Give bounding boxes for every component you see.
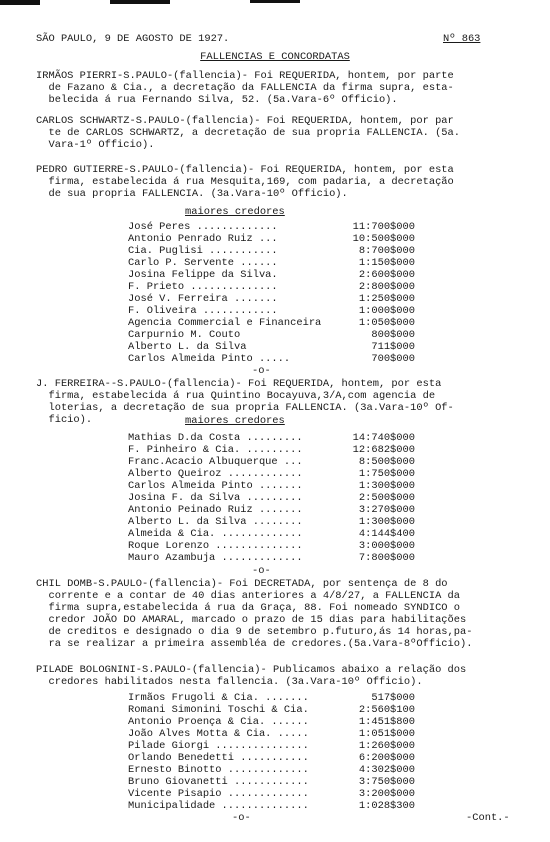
creditor-name: Mathias D.da Costa ......... — [128, 432, 303, 444]
section-chil-domb-line-1: CHIL DOMB-S.PAULO-(fallencia)- Foi DECRETADA, por sentença de 8 do — [36, 578, 448, 590]
section-j-ferreira-line-1: J. FERREIRA--S.PAULO-(fallencia)- Foi REQUERIDA, hontem, por esta — [36, 378, 442, 390]
creditor-name: Carlos Almeida Pinto ..... — [128, 353, 291, 365]
creditor-amount: 1:050$000 — [358, 317, 415, 329]
section-j-ferreira-line-4: ficio). — [36, 414, 93, 426]
section-chil-domb-line-6: ra se realizar a primeira assembléa de credores.(5a.Vara-8ºOfficio). — [36, 638, 473, 650]
creditor-amount: 1:260$000 — [358, 740, 415, 752]
creditor-name: João Alves Motta & Cia. ..... — [128, 728, 309, 740]
creditors-heading: maiores credores — [185, 415, 285, 427]
creditor-name: Orlando Benedetti ........... — [128, 752, 309, 764]
creditor-name: Agencia Commercial e Financeira — [128, 317, 322, 329]
creditor-name: Antonio Proença & Cia. ...... — [128, 716, 309, 728]
creditor-amount: 10:500$000 — [352, 233, 415, 245]
section-j-ferreira-line-2: firma, estabelecida á rua Quintino Bocayuva,3/A,com agencia de — [36, 390, 436, 402]
creditor-name: Carlos Almeida Pinto ....... — [128, 480, 303, 492]
section-pedro-gutierre-line-1: PEDRO GUTIERRE-S.PAULO-(fallencia)- Foi REQUERIDA, hontem, por esta — [36, 164, 454, 176]
creditor-amount: 3:750$000 — [358, 776, 415, 788]
creditor-name: Ernesto Binotto ............. — [128, 764, 309, 776]
creditor-name: José Peres ............. — [128, 221, 278, 233]
creditor-name: Alberto Queiroz ............ — [128, 468, 303, 480]
creditor-name: Municipalidade .............. — [128, 800, 309, 812]
creditor-amount: 2:500$000 — [358, 492, 415, 504]
creditor-name: Cia. Puglisi ........... — [128, 245, 278, 257]
creditor-name: Antonio Peinado Ruiz ....... — [128, 504, 303, 516]
creditor-amount: 517$000 — [371, 692, 415, 704]
document-number: Nº 863 — [443, 33, 481, 45]
section-carlos-schwartz-line-3: Vara-1º Officio). — [36, 139, 155, 151]
creditor-name: Vicente Pisapio ............. — [128, 788, 309, 800]
continued-marker: -Cont.- — [466, 812, 510, 824]
creditor-amount: 4:302$000 — [358, 764, 415, 776]
creditor-amount: 1:250$000 — [358, 293, 415, 305]
creditor-amount: 1:150$000 — [358, 257, 415, 269]
section-irmaos-pierri-line-1: IRMÃOS PIERRI-S.PAULO-(fallencia)- Foi REQUERIDA, hontem, por parte — [36, 70, 454, 82]
separator: -o- — [252, 365, 271, 377]
creditor-name: Carpurnio M. Couto — [128, 329, 241, 341]
creditor-name: Carlo P. Servente ...... — [128, 257, 278, 269]
dateline: SÃO PAULO, 9 DE AGOSTO DE 1927. — [36, 33, 230, 45]
section-chil-domb-line-3: firma supra,estabelecida á rua da Graça, 88. Foi nomeado SYNDICO o — [36, 602, 461, 614]
creditor-amount: 6:200$000 — [358, 752, 415, 764]
creditor-amount: 700$000 — [371, 353, 415, 365]
creditor-name: Bruno Giovanetti ............ — [128, 776, 309, 788]
creditor-amount: 1:028$300 — [358, 800, 415, 812]
creditor-name: Irmãos Frugoli & Cia. ....... — [128, 692, 309, 704]
creditor-name: F. Oliveira ............ — [128, 305, 278, 317]
creditor-amount: 4:144$400 — [358, 528, 415, 540]
creditor-amount: 711$000 — [371, 341, 415, 353]
scan-edge-mark — [0, 0, 40, 5]
creditor-amount: 1:750$000 — [358, 468, 415, 480]
section-carlos-schwartz-line-2: te de CARLOS SCHWARTZ, a decretação de sua propria FALLENCIA. (5a. — [36, 127, 461, 139]
section-chil-domb-line-4: credor JOÃO DO AMARAL, marcado o prazo de 15 dias para habilitações — [36, 614, 467, 626]
separator: -o- — [232, 812, 251, 824]
section-chil-domb-line-2: corrente e a contar de 40 dias anteriores a 4/8/27, a FALLENCIA da — [36, 590, 461, 602]
creditor-amount: 2:800$000 — [358, 281, 415, 293]
creditor-name: Almeida & Cia. ............. — [128, 528, 303, 540]
section-j-ferreira-line-3: loterias, a decretação de sua propria FALLENCIA. (3a.Vara-10º Of- — [36, 402, 454, 414]
creditor-amount: 1:451$800 — [358, 716, 415, 728]
section-pedro-gutierre-line-3: de sua propria FALLENCIA. (3a.Vara-10º Officio). — [36, 188, 348, 200]
scan-edge-mark — [110, 0, 170, 4]
section-carlos-schwartz-line-1: CARLOS SCHWARTZ-S.PAULO-(fallencia)- Foi REQUERIDA, hontem, por par — [36, 115, 454, 127]
creditor-amount: 3:200$000 — [358, 788, 415, 800]
creditor-amount: 8:500$000 — [358, 456, 415, 468]
creditor-name: Josina Felippe da Silva. — [128, 269, 278, 281]
creditors-heading: maiores credores — [185, 206, 285, 218]
creditor-name: Franc.Acacio Albuquerque ... — [128, 456, 303, 468]
creditor-amount: 3:000$000 — [358, 540, 415, 552]
creditor-amount: 8:700$000 — [358, 245, 415, 257]
section-pilade-bolognini-line-2: credores habilitados nesta fallencia. (3a.Vara-10º Officio). — [36, 676, 423, 688]
creditor-amount: 14:740$000 — [352, 432, 415, 444]
section-pilade-bolognini-line-1: PILADE BOLOGNINI-S.PAULO-(fallencia)- Publicamos abaixo a relação dos — [36, 664, 467, 676]
page-title: FALLENCIAS E CONCORDATAS — [200, 51, 350, 63]
creditor-name: Mauro Azambuja ............. — [128, 552, 303, 564]
section-irmaos-pierri-line-2: de Fazano & Cia., a decretação da FALLENCIA da firma supra, esta- — [36, 82, 454, 94]
creditor-name: Antonio Penrado Ruiz ... — [128, 233, 278, 245]
creditor-name: Romani Simonini Toschi & Cia. — [128, 704, 309, 716]
creditor-name: Alberto L. da Silva ........ — [128, 516, 303, 528]
section-pedro-gutierre-line-2: firma, estabelecida á rua Mesquita,169, com padaria, a decretação — [36, 176, 454, 188]
creditor-name: F. Prieto .............. — [128, 281, 278, 293]
creditor-amount: 1:300$000 — [358, 480, 415, 492]
creditor-amount: 1:000$000 — [358, 305, 415, 317]
creditor-amount: 12:682$000 — [352, 444, 415, 456]
creditor-amount: 3:270$000 — [358, 504, 415, 516]
scan-edge-mark — [250, 0, 300, 3]
creditor-name: Josina F. da Silva ......... — [128, 492, 303, 504]
creditor-name: F. Pinheiro & Cia. ......... — [128, 444, 303, 456]
creditor-name: Roque Lorenzo .............. — [128, 540, 303, 552]
creditor-amount: 1:051$000 — [358, 728, 415, 740]
separator: -o- — [252, 565, 271, 577]
creditor-amount: 2:560$100 — [358, 704, 415, 716]
section-irmaos-pierri-line-3: belecida á rua Fernando Silva, 52. (5a.Vara-6º Officio). — [36, 94, 398, 106]
creditor-amount: 800$000 — [371, 329, 415, 341]
creditor-amount: 11:700$000 — [352, 221, 415, 233]
creditor-name: Pilade Giorgi ............... — [128, 740, 309, 752]
creditor-name: José V. Ferreira ....... — [128, 293, 278, 305]
creditor-amount: 7:800$000 — [358, 552, 415, 564]
creditor-amount: 2:600$000 — [358, 269, 415, 281]
creditor-name: Alberto L. da Silva — [128, 341, 247, 353]
creditor-amount: 1:300$000 — [358, 516, 415, 528]
section-chil-domb-line-5: de creditos e designado o dia 9 de setembro p.futuro,ás 14 horas,pa- — [36, 626, 473, 638]
